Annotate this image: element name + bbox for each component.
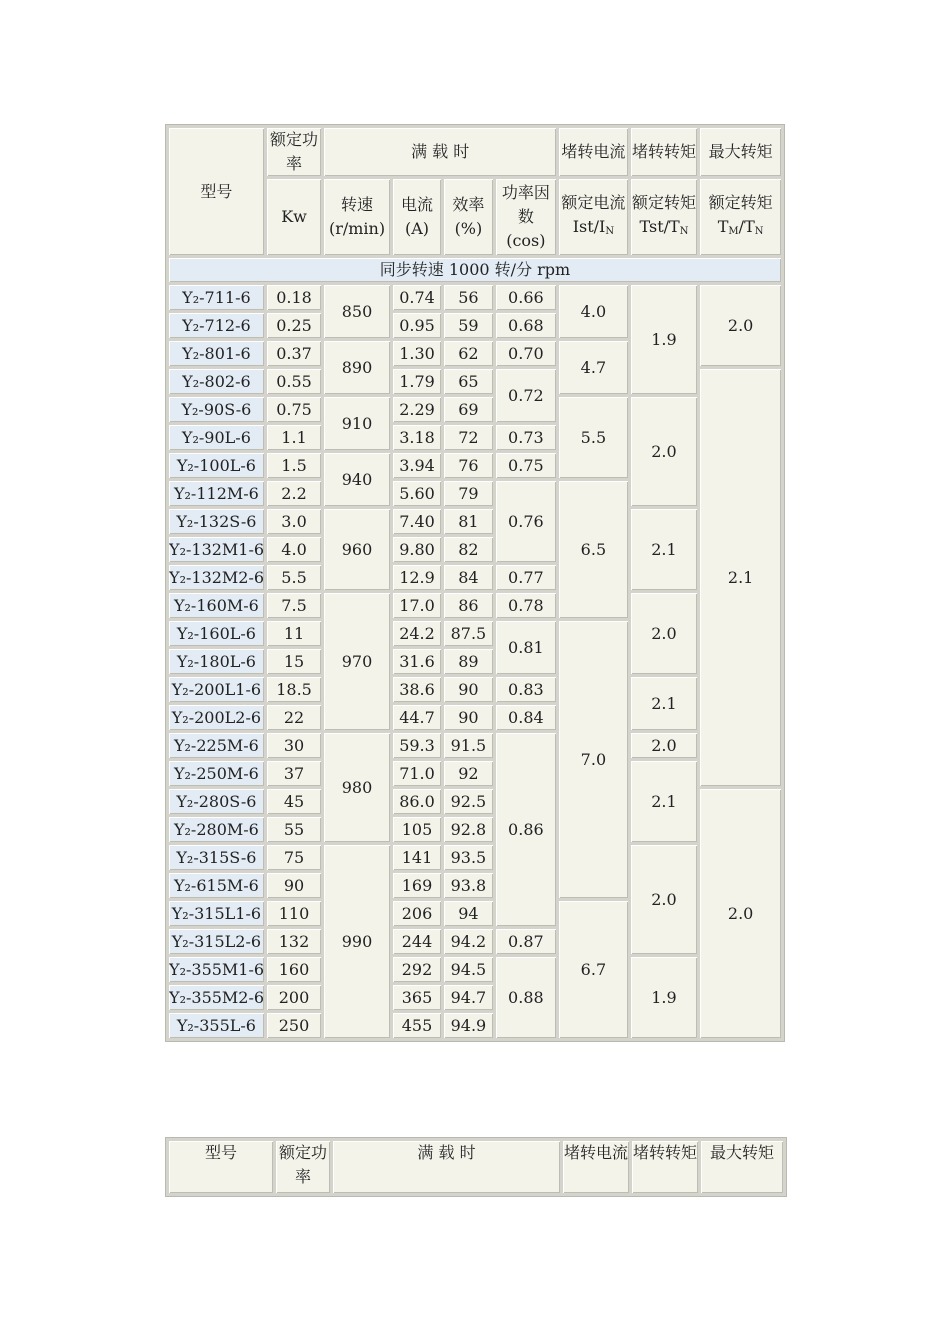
- header-tst-label: Tst/T: [639, 216, 680, 236]
- header-efficiency: [444, 179, 492, 255]
- efficiency-cell: 93.8: [444, 873, 492, 898]
- kw-cell: 15: [267, 649, 321, 674]
- header-speed: [324, 179, 390, 255]
- locked-torque-cell: 2.1: [631, 509, 698, 590]
- model-cell: Y₂-200L1-6: [169, 677, 264, 702]
- kw-cell: 1.1: [267, 425, 321, 450]
- model-cell: Y₂-132M2-6: [169, 565, 264, 590]
- motor-spec-table-2: [165, 1137, 787, 1197]
- header-ist-in: [559, 179, 628, 255]
- t2-header-locked-current: 堵转电流: [563, 1141, 629, 1193]
- kw-cell: 1.5: [267, 453, 321, 478]
- kw-cell: 250: [267, 1013, 321, 1038]
- speed-cell: 990: [324, 845, 390, 1038]
- header-tm-sub: M: [728, 225, 739, 237]
- model-cell: Y₂-801-6: [169, 341, 264, 366]
- pf-cell: 0.73: [496, 425, 557, 450]
- current-cell: 71.0: [393, 761, 441, 786]
- t2-header-model: 型号: [169, 1141, 273, 1193]
- kw-cell: 5.5: [267, 565, 321, 590]
- model-cell: Y₂-200L2-6: [169, 705, 264, 730]
- kw-cell: 55: [267, 817, 321, 842]
- current-cell: 24.2: [393, 621, 441, 646]
- header-model: 型号: [169, 128, 264, 255]
- model-cell: Y₂-315S-6: [169, 845, 264, 870]
- pf-cell: 0.68: [496, 313, 557, 338]
- header-rated-torque-label: 额定转矩: [631, 192, 696, 212]
- model-cell: Y₂-315L1-6: [169, 901, 264, 926]
- model-cell: Y₂-100L-6: [169, 453, 264, 478]
- current-cell: 1.79: [393, 369, 441, 394]
- pf-cell: 0.83: [496, 677, 557, 702]
- model-cell: Y₂-132S-6: [169, 509, 264, 534]
- kw-cell: 0.25: [267, 313, 321, 338]
- kw-cell: 18.5: [267, 677, 321, 702]
- header-ist-sub: N: [605, 225, 615, 237]
- table-row: [169, 733, 781, 758]
- model-cell: Y₂-355L-6: [169, 1013, 264, 1038]
- pf-cell: 0.87: [496, 929, 557, 954]
- model-cell: Y₂-615M-6: [169, 873, 264, 898]
- current-cell: 169: [393, 873, 441, 898]
- kw-cell: 200: [267, 985, 321, 1010]
- header-current-unit: (A): [404, 219, 430, 238]
- header-speed-unit: (r/min): [328, 219, 386, 238]
- sync-speed-banner: 同步转速 1000 转/分 rpm: [169, 258, 781, 282]
- header-pf-unit: (cos): [506, 231, 546, 250]
- header-efficiency-label: 效率: [452, 195, 485, 214]
- current-cell: 31.6: [393, 649, 441, 674]
- t2-header-rated-power: 额定功率: [276, 1141, 330, 1193]
- model-cell: Y₂-315L2-6: [169, 929, 264, 954]
- speed-cell: 890: [324, 341, 390, 394]
- speed-cell: 910: [324, 397, 390, 450]
- kw-cell: 0.18: [267, 285, 321, 310]
- model-cell: Y₂-711-6: [169, 285, 264, 310]
- current-cell: 3.94: [393, 453, 441, 478]
- kw-cell: 90: [267, 873, 321, 898]
- efficiency-cell: 65: [444, 369, 492, 394]
- current-cell: 3.18: [393, 425, 441, 450]
- efficiency-cell: 94.2: [444, 929, 492, 954]
- kw-cell: 160: [267, 957, 321, 982]
- pf-cell: 0.72: [496, 369, 557, 422]
- header-tm-label: T: [717, 216, 729, 236]
- model-cell: Y₂-712-6: [169, 313, 264, 338]
- current-cell: 365: [393, 985, 441, 1010]
- locked-torque-cell: 1.9: [631, 285, 698, 394]
- kw-cell: 110: [267, 901, 321, 926]
- current-cell: 1.30: [393, 341, 441, 366]
- t2-header-full-load: 满 载 时: [333, 1141, 560, 1193]
- speed-cell: 960: [324, 509, 390, 590]
- kw-cell: 2.2: [267, 481, 321, 506]
- max-torque-cell: 2.1: [700, 369, 781, 786]
- efficiency-cell: 92: [444, 761, 492, 786]
- current-cell: 9.80: [393, 537, 441, 562]
- current-cell: 12.9: [393, 565, 441, 590]
- header-max-torque: 最大转矩: [700, 128, 781, 176]
- header-speed-label: 转速: [341, 195, 374, 214]
- header-rated-current-label: 额定电流: [561, 192, 626, 212]
- efficiency-cell: 86: [444, 593, 492, 618]
- efficiency-cell: 81: [444, 509, 492, 534]
- pf-cell: 0.76: [496, 481, 557, 562]
- header-current-label: 电流: [400, 195, 433, 214]
- header-kw: Kw: [267, 179, 321, 255]
- locked-torque-cell: 2.0: [631, 397, 698, 506]
- current-cell: 59.3: [393, 733, 441, 758]
- efficiency-cell: 94.5: [444, 957, 492, 982]
- kw-cell: 22: [267, 705, 321, 730]
- pf-cell: 0.75: [496, 453, 557, 478]
- locked-current-cell: 4.7: [559, 341, 628, 394]
- model-cell: Y₂-280S-6: [169, 789, 264, 814]
- model-cell: Y₂-280M-6: [169, 817, 264, 842]
- model-cell: Y₂-250M-6: [169, 761, 264, 786]
- model-cell: Y₂-160M-6: [169, 593, 264, 618]
- header-locked-torque: 堵转转矩: [631, 128, 698, 176]
- table-row: [169, 593, 781, 618]
- kw-cell: 3.0: [267, 509, 321, 534]
- pf-cell: 0.78: [496, 593, 557, 618]
- header-rated-max-label: 额定转矩: [708, 192, 773, 212]
- locked-torque-cell: 2.0: [631, 593, 698, 674]
- efficiency-cell: 72: [444, 425, 492, 450]
- current-cell: 105: [393, 817, 441, 842]
- model-cell: Y₂-355M2-6: [169, 985, 264, 1010]
- pf-cell: 0.88: [496, 957, 557, 1038]
- current-cell: 2.29: [393, 397, 441, 422]
- efficiency-cell: 89: [444, 649, 492, 674]
- speed-cell: 940: [324, 453, 390, 506]
- locked-torque-cell: 2.1: [631, 761, 698, 842]
- speed-cell: 980: [324, 733, 390, 842]
- table-row: [169, 957, 781, 982]
- locked-current-cell: 6.7: [559, 901, 628, 1038]
- header-ist-label: Ist/I: [572, 216, 606, 236]
- locked-torque-cell: 1.9: [631, 957, 698, 1038]
- current-cell: 5.60: [393, 481, 441, 506]
- header-tst-sub: N: [679, 225, 689, 237]
- kw-cell: 11: [267, 621, 321, 646]
- current-cell: 292: [393, 957, 441, 982]
- table-row: [169, 509, 781, 534]
- table-row: [169, 397, 781, 422]
- efficiency-cell: 93.5: [444, 845, 492, 870]
- kw-cell: 30: [267, 733, 321, 758]
- efficiency-cell: 84: [444, 565, 492, 590]
- model-cell: Y₂-90S-6: [169, 397, 264, 422]
- model-cell: Y₂-802-6: [169, 369, 264, 394]
- current-cell: 141: [393, 845, 441, 870]
- header-tm-slash: /T: [738, 216, 755, 236]
- table-row: [169, 285, 781, 310]
- header-full-load: 满 载 时: [324, 128, 556, 176]
- model-cell: Y₂-112M-6: [169, 481, 264, 506]
- kw-cell: 0.37: [267, 341, 321, 366]
- pf-cell: 0.77: [496, 565, 557, 590]
- kw-cell: 0.75: [267, 397, 321, 422]
- efficiency-cell: 94.9: [444, 1013, 492, 1038]
- kw-cell: 0.55: [267, 369, 321, 394]
- max-torque-cell: 2.0: [700, 285, 781, 366]
- kw-cell: 45: [267, 789, 321, 814]
- current-cell: 38.6: [393, 677, 441, 702]
- pf-cell: 0.81: [496, 621, 557, 674]
- current-cell: 44.7: [393, 705, 441, 730]
- model-cell: Y₂-132M1-6: [169, 537, 264, 562]
- pf-cell: 0.70: [496, 341, 557, 366]
- efficiency-cell: 90: [444, 677, 492, 702]
- header-current: [393, 179, 441, 255]
- header-tst-tn: [631, 179, 698, 255]
- model-cell: Y₂-90L-6: [169, 425, 264, 450]
- header-tm-tn: [700, 179, 781, 255]
- efficiency-cell: 94: [444, 901, 492, 926]
- kw-cell: 7.5: [267, 593, 321, 618]
- locked-current-cell: 6.5: [559, 481, 628, 618]
- speed-cell: 850: [324, 285, 390, 338]
- efficiency-cell: 56: [444, 285, 492, 310]
- efficiency-cell: 79: [444, 481, 492, 506]
- efficiency-cell: 82: [444, 537, 492, 562]
- efficiency-cell: 76: [444, 453, 492, 478]
- current-cell: 7.40: [393, 509, 441, 534]
- current-cell: 86.0: [393, 789, 441, 814]
- table-row: [169, 845, 781, 870]
- model-cell: Y₂-180L-6: [169, 649, 264, 674]
- current-cell: 455: [393, 1013, 441, 1038]
- locked-torque-cell: 2.0: [631, 845, 698, 954]
- model-cell: Y₂-160L-6: [169, 621, 264, 646]
- header-pf: [496, 179, 557, 255]
- speed-cell: 970: [324, 593, 390, 730]
- header-locked-current: 堵转电流: [559, 128, 628, 176]
- header-tn-sub: N: [754, 225, 764, 237]
- locked-current-cell: 4.0: [559, 285, 628, 338]
- model-cell: Y₂-355M1-6: [169, 957, 264, 982]
- current-cell: 206: [393, 901, 441, 926]
- current-cell: 17.0: [393, 593, 441, 618]
- efficiency-cell: 91.5: [444, 733, 492, 758]
- current-cell: 0.74: [393, 285, 441, 310]
- motor-spec-table: [165, 124, 785, 1042]
- efficiency-cell: 92.5: [444, 789, 492, 814]
- header-pf-label: 功率因数: [501, 183, 550, 226]
- efficiency-cell: 92.8: [444, 817, 492, 842]
- max-torque-cell: 2.0: [700, 789, 781, 1038]
- efficiency-cell: 90: [444, 705, 492, 730]
- efficiency-cell: 69: [444, 397, 492, 422]
- locked-torque-cell: 2.1: [631, 677, 698, 730]
- pf-cell: 0.84: [496, 705, 557, 730]
- table-row: [169, 677, 781, 702]
- pf-cell: 0.66: [496, 285, 557, 310]
- header-efficiency-unit: (%): [454, 219, 483, 238]
- current-cell: 244: [393, 929, 441, 954]
- kw-cell: 75: [267, 845, 321, 870]
- pf-cell: 0.86: [496, 733, 557, 926]
- efficiency-cell: 94.7: [444, 985, 492, 1010]
- model-cell: Y₂-225M-6: [169, 733, 264, 758]
- kw-cell: 132: [267, 929, 321, 954]
- efficiency-cell: 59: [444, 313, 492, 338]
- locked-current-cell: 7.0: [559, 621, 628, 898]
- efficiency-cell: 87.5: [444, 621, 492, 646]
- locked-current-cell: 5.5: [559, 397, 628, 478]
- locked-torque-cell: 2.0: [631, 733, 698, 758]
- header-rated-power: 额定功率: [267, 128, 321, 176]
- efficiency-cell: 62: [444, 341, 492, 366]
- kw-cell: 37: [267, 761, 321, 786]
- t2-header-max-torque: 最大转矩: [701, 1141, 783, 1193]
- table-row: [169, 761, 781, 786]
- current-cell: 0.95: [393, 313, 441, 338]
- t2-header-locked-torque: 堵转转矩: [632, 1141, 698, 1193]
- kw-cell: 4.0: [267, 537, 321, 562]
